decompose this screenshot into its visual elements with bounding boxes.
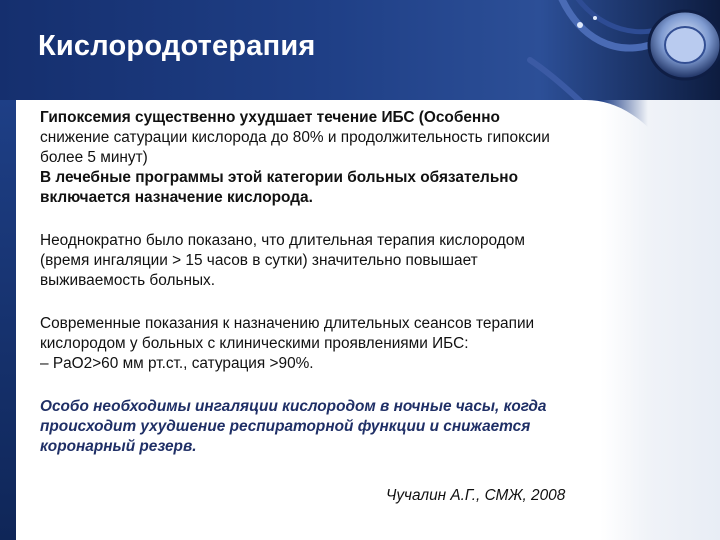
- text-line: Гипоксемия существенно ухудшает течение ИБС (Особенно: [40, 109, 500, 126]
- text-line: включается назначение кислорода.: [40, 189, 313, 206]
- slide-body: [40, 108, 640, 480]
- paragraph-hypoxemia: [40, 108, 640, 208]
- text-line: выживаемость больных.: [40, 272, 216, 289]
- text-line: Неоднократно было показано, что длительная терапия кислородом: [40, 232, 525, 249]
- left-accent-strip: [0, 100, 16, 540]
- text-line: кислородом у больных с клиническими проявлениями ИБС:: [40, 335, 469, 352]
- slide-title: Кислородотерапия: [38, 30, 316, 62]
- text-line: Особо необходимы ингаляции кислородом в ночные часы, когда: [40, 398, 547, 415]
- text-line: (время ингаляции > 15 часов в сутки) значительно повышает: [40, 252, 478, 269]
- paragraph-indications: [40, 314, 640, 374]
- paragraph-long-therapy: [40, 231, 640, 291]
- text-line: коронарный резерв.: [40, 438, 197, 455]
- citation: Чучалин А.Г., СМЖ, 2008: [386, 487, 566, 504]
- text-line: снижение сатурации кислорода до 80% и продолжительность гипоксии: [40, 129, 550, 146]
- text-line: В лечебные программы этой категории больных обязательно: [40, 169, 518, 186]
- text-line: Современные показания к назначению длительных сеансов терапии: [40, 315, 535, 332]
- text-line: происходит ухудшение респираторной функции и снижается: [40, 418, 531, 435]
- text-line: более 5 минут): [40, 149, 148, 166]
- paragraph-night-inhalation: [40, 397, 640, 457]
- text-line: – PaO2>60 мм рт.ст., сатурация >90%.: [40, 355, 314, 372]
